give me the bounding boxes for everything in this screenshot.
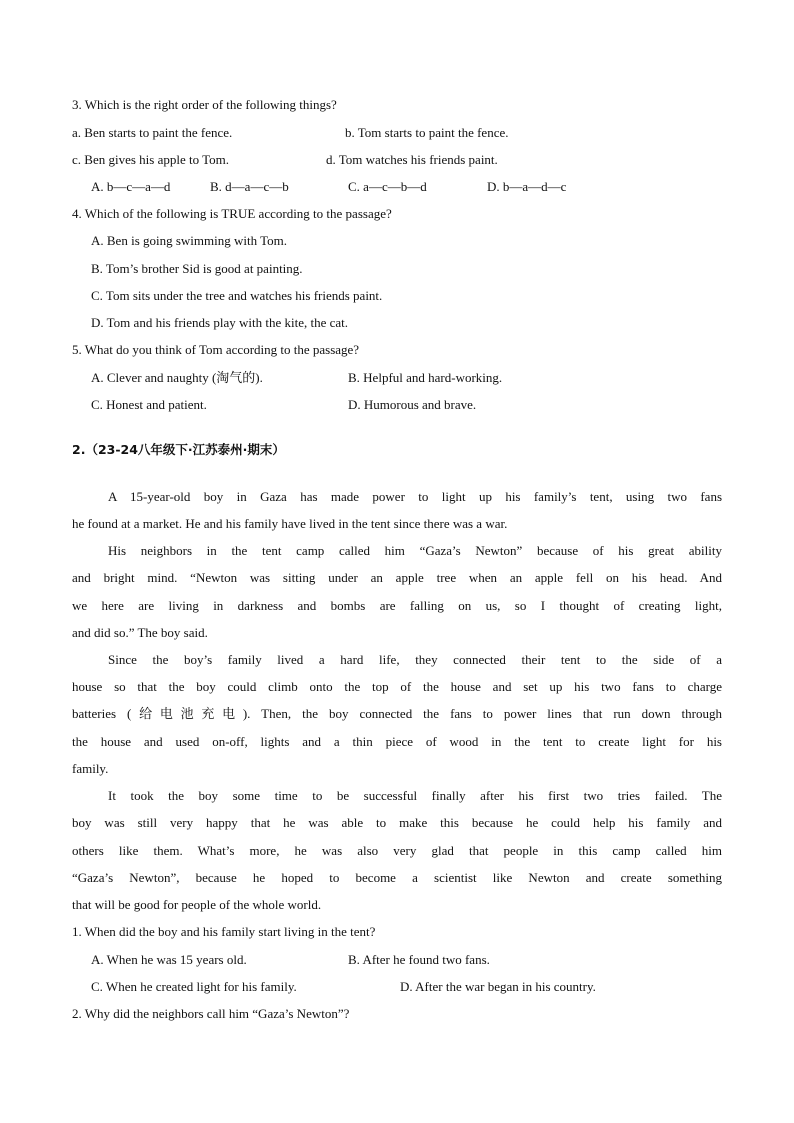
q4-option-d: D. Tom and his friends play with the kite, the cat. [91,315,348,330]
p-q1-option-a: A. When he was 15 years old. [91,952,247,967]
passage-line: A 15-year-old boy in Gaza has made power to light up his family’s tent, using two fans [108,489,722,504]
q3-option-a: A. b—c—a—d [91,179,171,194]
event-a: a. Ben starts to paint the fence. [72,125,233,140]
passage-line: we here are living in darkness and bombs are falling on us, so I thought of creating light, [72,598,722,613]
question-4: 4. Which of the following is TRUE according to the passage? [72,206,392,221]
q5-option-d: D. Humorous and brave. [348,397,477,412]
event-c: c. Ben gives his apple to Tom. [72,152,229,167]
section-heading: 2.（23-24八年级下·江苏泰州·期末） [72,442,285,457]
q3-option-c: C. a—c—b—d [348,179,427,194]
passage-question-2: 2. Why did the neighbors call him “Gaza’s Newton”? [72,1006,350,1021]
question-3: 3. Which is the right order of the following things? [72,97,337,112]
p-q1-option-d: D. After the war began in his country. [400,979,596,994]
event-d: d. Tom watches his friends paint. [326,152,498,167]
passage-line: the house and used on-off, lights and a thin piece of wood in the tent to create light for his [72,734,722,749]
question-5: 5. What do you think of Tom according to the passage? [72,342,360,357]
passage-line: that will be good for people of the whole world. [72,897,322,912]
q4-option-c: C. Tom sits under the tree and watches his friends paint. [91,288,383,303]
q4-option-a: A. Ben is going swimming with Tom. [91,233,288,248]
q5-option-b: B. Helpful and hard-working. [348,370,503,385]
passage-line: It took the boy some time to be successful finally after his first two tries failed. The [108,788,722,803]
p-q1-option-b: B. After he found two fans. [348,952,490,967]
passage-line: family. [72,761,109,776]
q3-option-d: D. b—a—d—c [487,179,567,194]
passage-line: and did so.” The boy said. [72,625,208,640]
p-q1-option-c: C. When he created light for his family. [91,979,297,994]
passage-line: “Gaza’s Newton”, because he hoped to become a scientist like Newton and create something [72,870,722,885]
passage-line: Since the boy’s family lived a hard life, they connected their tent to the side of a [108,652,722,667]
passage-line: boy was still very happy that he was able to make this because he could help his family and [72,815,722,830]
q3-option-b: B. d—a—c—b [210,179,289,194]
q5-option-a: A. Clever and naughty (淘气的). [91,370,263,385]
passage-line: he found at a market. He and his family have lived in the tent since there was a war. [72,516,508,531]
passage-line: His neighbors in the tent camp called him “Gaza’s Newton” because of his great ability [108,543,722,558]
passage-line: batteries (给电池充电). Then, the boy connected the fans to power lines that run down through [72,706,722,721]
passage-line: others like them. What’s more, he was also very glad that people in this camp called him [72,843,722,858]
q5-option-c: C. Honest and patient. [91,397,207,412]
passage-line: house so that the boy could climb onto the top of the house and set up his two fans to charge [72,679,722,694]
q4-option-b: B. Tom’s brother Sid is good at painting. [91,261,303,276]
event-b: b. Tom starts to paint the fence. [345,125,509,140]
passage-question-1: 1. When did the boy and his family start living in the tent? [72,924,376,939]
passage-line: and bright mind. “Newton was sitting under an apple tree when an apple fell on his head. And [72,570,722,585]
